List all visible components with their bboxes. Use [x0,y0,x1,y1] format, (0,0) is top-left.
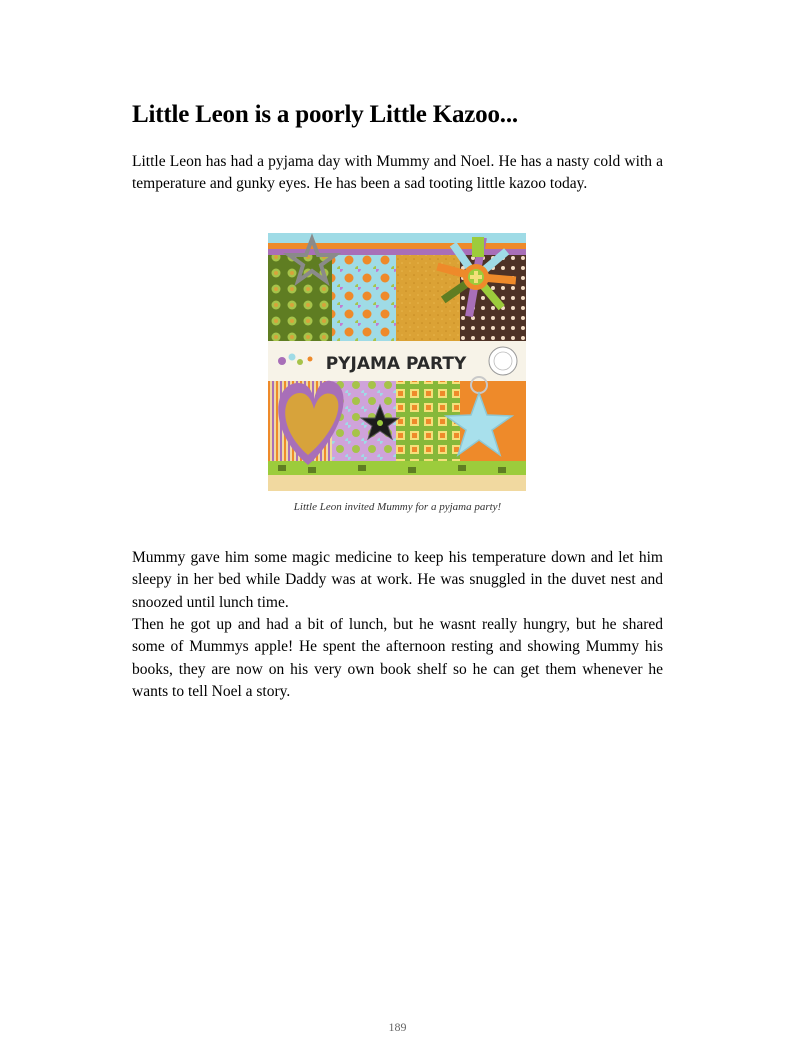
pyjama-party-image [268,233,526,491]
paragraph-afternoon: Then he got up and had a bit of lunch, but he wasnt really hungry, but he shared some of Mummys apple! He spent the afternoon resting and showing Mummy his books, they are now on his very own book shelf so he can get them whenever he wants to tell Noel a story. [132,616,663,701]
page-title: Little Leon is a poorly Little Kazoo... [132,101,518,128]
figure-caption: Little Leon invited Mummy for a pyjama party! [293,501,502,513]
page-number: 189 [388,1020,407,1034]
paragraph-medicine: Mummy gave him some magic medicine to keep his temperature down and let him sleepy in her bed while Daddy was at work. He was snuggled in the duvet nest and snoozed until lunch time. [132,549,663,611]
paragraph-intro: Little Leon has had a pyjama day with Mummy and Noel. He has a nasty cold with a temperature and gunky eyes. He has been a sad tooting little kazoo today. [132,153,663,193]
banner-text: PYJAMA PARTY [325,354,467,374]
